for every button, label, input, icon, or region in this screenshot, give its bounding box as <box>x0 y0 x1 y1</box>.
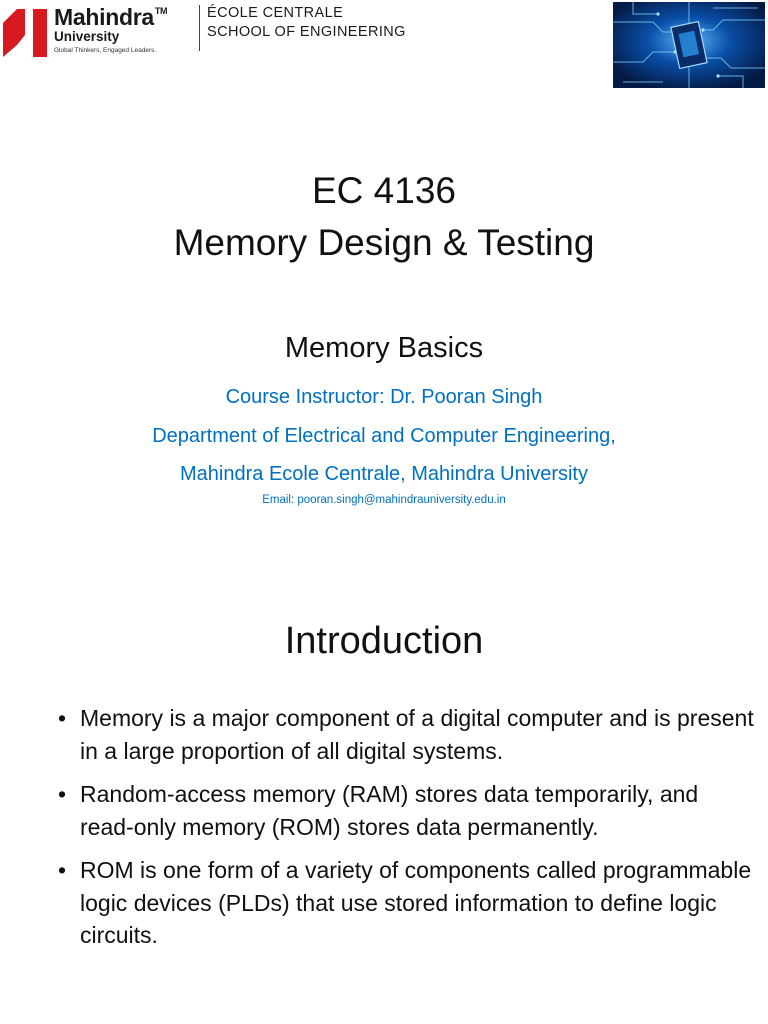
bullet-list <box>58 702 758 963</box>
mahindra-logo-icon <box>3 5 47 57</box>
school-of-engineering-label: SCHOOL OF ENGINEERING <box>207 24 406 40</box>
circuit-board-chip-image <box>613 2 765 88</box>
logo-divider <box>199 5 200 51</box>
bullet-icon: • <box>58 857 67 883</box>
brand-subtitle: University <box>54 29 120 44</box>
intro-slide <box>0 590 768 1024</box>
topic-title: Memory Basics <box>284 332 484 364</box>
instructor-line: Course Instructor: Dr. Pooran Singh <box>225 386 543 408</box>
bullet-text: ROM is one form of a variety of components called programmable logic devices (PLDs) that use stored information to define logic circuits. <box>80 857 752 948</box>
ecole-centrale-label: ÉCOLE CENTRALE <box>207 5 344 21</box>
brand-tagline: Global Thinkers, Engaged Leaders. <box>54 47 157 54</box>
department-line: Department of Electrical and Computer Engineering, <box>152 425 616 447</box>
list-item <box>58 702 758 767</box>
course-code: EC 4136 <box>312 170 456 211</box>
intro-title: Introduction <box>284 620 484 662</box>
email-line: Email: pooran.singh@mahindrauniversity.edu.in <box>262 494 506 506</box>
course-name: Memory Design & Testing <box>173 222 595 263</box>
bullet-text: Memory is a major component of a digital computer and is present in a large proportion of all digital systems. <box>80 705 754 764</box>
list-item <box>58 778 758 843</box>
institution-line: Mahindra Ecole Centrale, Mahindra University <box>180 463 588 485</box>
brand-name: Mahindra™ <box>54 4 168 30</box>
bullet-icon: • <box>58 781 67 807</box>
list-item <box>58 854 758 952</box>
bullet-text: Random-access memory (RAM) stores data temporarily, and read-only memory (ROM) stores data permanently. <box>80 781 699 840</box>
bullet-icon: • <box>58 705 67 731</box>
